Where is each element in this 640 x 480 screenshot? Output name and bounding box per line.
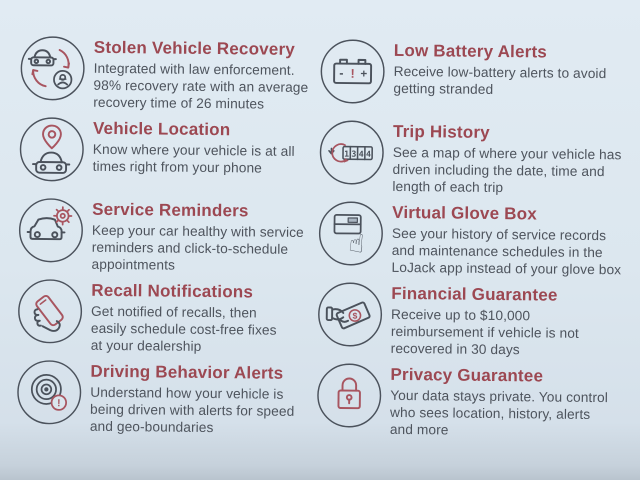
feature-item [318, 118, 639, 202]
svg-text:!: ! [350, 66, 355, 81]
recall-notifications-icon [17, 278, 84, 345]
feature-icon-wrap [19, 35, 86, 102]
feature-title: Financial Guarantee [391, 283, 558, 305]
feature-text [391, 200, 621, 279]
feature-description: Integrated with law enforcement. 98% recovery rate with an average recovery time of 26 minutes [93, 60, 309, 112]
feature-title: Virtual Glove Box [392, 202, 538, 224]
feature-title: Trip History [392, 121, 490, 142]
feature-text [392, 119, 622, 198]
feature-item [17, 196, 318, 280]
feature-text [90, 359, 295, 437]
feature-text [391, 281, 580, 359]
feature-title: Service Reminders [92, 199, 249, 221]
feature-title: Driving Behavior Alerts [90, 361, 284, 383]
features-grid [16, 34, 640, 445]
feature-item [18, 115, 319, 199]
feature-item [19, 34, 320, 118]
svg-text:!: ! [57, 398, 61, 410]
feature-icon-wrap [319, 38, 386, 105]
low-battery-alerts-icon [319, 38, 386, 105]
features-column-right [316, 37, 640, 445]
feature-description: Understand how your vehicle is being driven with alerts for speed and geo-boundaries [89, 384, 295, 436]
feature-text [92, 197, 305, 276]
feature-title: Stolen Vehicle Recovery [93, 37, 296, 59]
feature-description: See a map of where your vehicle has driven including the date, time and length of each trip [392, 144, 622, 196]
feature-icon-wrap [316, 362, 383, 429]
feature-description: Get notified of recalls, then easily schedule cost-free fixes at your dealership [90, 303, 277, 354]
feature-icon-wrap [317, 281, 384, 348]
trip-history-icon [318, 119, 385, 186]
svg-text:1: 1 [344, 148, 350, 159]
feature-icon-wrap [318, 200, 385, 267]
privacy-guarantee-icon [316, 362, 383, 429]
feature-description: Receive low-battery alerts to avoid getting stranded [393, 63, 607, 97]
feature-text [393, 38, 606, 99]
svg-text:4: 4 [358, 148, 364, 159]
feature-item [317, 199, 638, 283]
feature-title: Vehicle Location [92, 118, 231, 140]
feature-icon-wrap [18, 116, 85, 183]
svg-text:☝: ☝ [347, 228, 366, 259]
stolen-vehicle-recovery-icon [19, 35, 86, 102]
feature-title: Privacy Guarantee [390, 364, 544, 386]
feature-title: Recall Notifications [91, 280, 254, 302]
svg-text:3: 3 [351, 148, 357, 159]
feature-icon-wrap [16, 359, 83, 426]
virtual-glove-box-icon [318, 200, 385, 267]
feature-text [93, 116, 295, 177]
feature-icon-wrap [18, 197, 85, 264]
svg-text:-: - [339, 66, 344, 81]
feature-description: See your history of service records and maintenance schedules in the LoJack app instead of your glove box [391, 225, 622, 278]
feature-icon-wrap [318, 119, 385, 186]
feature-item [317, 280, 638, 364]
feature-description: Your data stays private. You control who sees location, history, alerts and more [389, 387, 608, 438]
feature-text [91, 278, 277, 356]
feature-text [390, 362, 608, 441]
feature-title: Low Battery Alerts [393, 40, 548, 62]
feature-item [17, 277, 318, 361]
feature-item [319, 37, 640, 121]
driving-behavior-alerts-icon [16, 359, 83, 426]
service-reminders-icon [18, 197, 85, 264]
svg-text:4: 4 [365, 148, 372, 159]
financial-guarantee-icon [317, 281, 384, 348]
vehicle-location-icon [18, 116, 85, 183]
feature-item [16, 358, 317, 442]
feature-description: Know where your vehicle is at all times right from your phone [92, 141, 295, 176]
svg-text:$: $ [352, 310, 358, 321]
svg-text:+: + [360, 67, 368, 81]
feature-text [93, 35, 309, 114]
feature-description: Receive up to $10,000 reimbursement if vehicle is not recovered in 30 days [390, 306, 579, 358]
feature-icon-wrap [17, 278, 84, 345]
feature-description: Keep your car healthy with service reminders and click-to-schedule appointments [91, 222, 304, 273]
feature-item [316, 361, 637, 445]
features-column-left [16, 34, 320, 442]
